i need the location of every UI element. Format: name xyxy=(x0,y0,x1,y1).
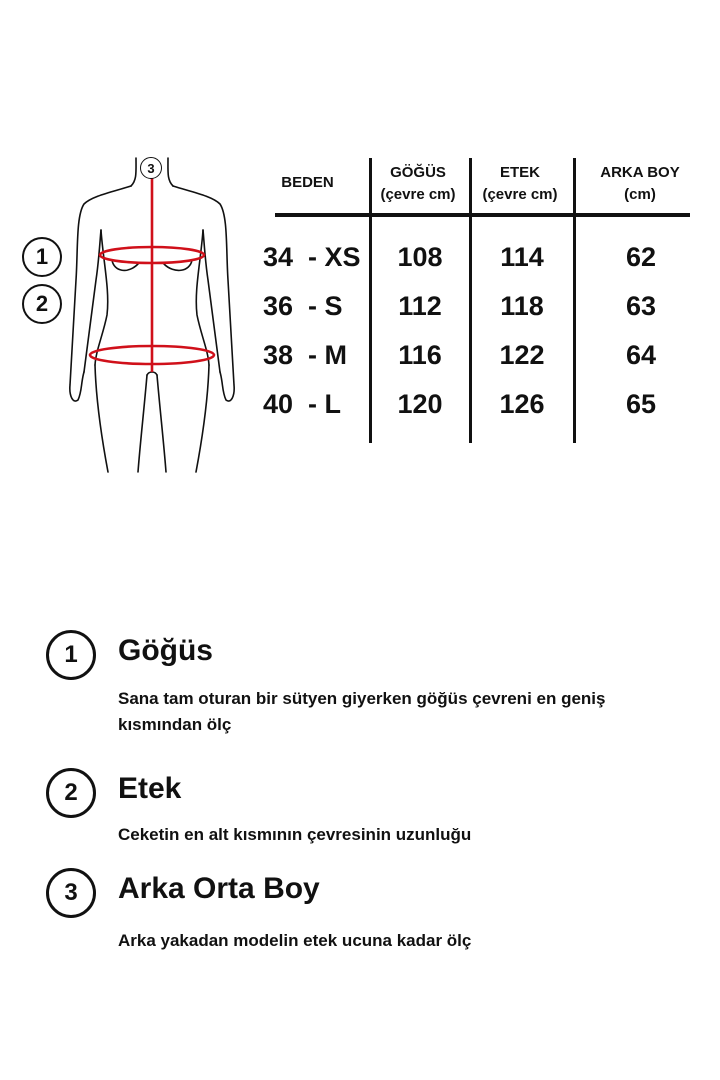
arka-boy-cell: 62 xyxy=(625,242,657,272)
header-gogus-unit: (çevre cm) xyxy=(380,186,456,203)
size-cell: 38 - M xyxy=(263,340,348,370)
table-row xyxy=(255,291,695,335)
size-cell: 34 - XS xyxy=(263,242,361,272)
arka-boy-cell: 63 xyxy=(625,291,657,321)
hem-marker: 2 xyxy=(22,284,62,324)
etek-cell: 126 xyxy=(499,389,545,419)
header-arka-boy xyxy=(585,162,695,206)
header-etek xyxy=(470,162,570,206)
gogus-cell: 108 xyxy=(397,242,443,272)
legend-item-gogus xyxy=(46,630,696,740)
etek-cell: 114 xyxy=(500,242,544,272)
header-gogus-label: GÖĞÜS xyxy=(390,164,446,181)
header-rule xyxy=(275,213,690,217)
legend-title: Arka Orta Boy xyxy=(118,872,320,905)
header-etek-unit: (çevre cm) xyxy=(482,186,558,203)
header-etek-label: ETEK xyxy=(499,164,540,181)
etek-cell: 122 xyxy=(499,340,545,370)
header-arka-boy-unit: (cm) xyxy=(624,186,656,203)
legend-description: Ceketin en alt kısmının çevresinin uzunluğu xyxy=(118,825,472,844)
gogus-cell: 120 xyxy=(397,389,443,419)
body-measurement-figure xyxy=(0,150,250,490)
header-beden xyxy=(265,172,350,194)
legend-number: 2 xyxy=(46,768,96,818)
header-arka-boy-label: ARKA BOY xyxy=(600,164,680,181)
chest-marker: 1 xyxy=(22,237,62,277)
back-length-marker: 3 xyxy=(140,157,162,179)
legend-title: Göğüs xyxy=(118,634,213,667)
arka-boy-cell: 64 xyxy=(625,340,657,370)
table-row xyxy=(255,340,695,384)
legend-title: Etek xyxy=(118,772,182,805)
etek-cell: 118 xyxy=(500,291,544,321)
legend-item-etek xyxy=(46,768,696,848)
size-table xyxy=(255,158,695,443)
header-gogus xyxy=(368,162,468,206)
arka-boy-cell: 65 xyxy=(625,389,657,419)
table-row xyxy=(255,389,695,433)
size-cell: 36 - S xyxy=(263,291,343,321)
size-cell: 40 - L xyxy=(263,389,342,419)
table-row xyxy=(255,242,695,286)
legend-number: 3 xyxy=(46,868,96,918)
legend-description: Arka yakadan modelin etek ucuna kadar ölç xyxy=(118,931,472,950)
legend-description: Sana tam oturan bir sütyen giyerken göğüs çevreni en geniş kısmından ölç xyxy=(118,689,606,734)
header-beden-label: BEDEN xyxy=(281,174,334,191)
gogus-cell: 116 xyxy=(398,340,442,370)
gogus-cell: 112 xyxy=(398,291,442,321)
legend-number: 1 xyxy=(46,630,96,680)
legend-item-arka-orta-boy xyxy=(46,868,696,958)
